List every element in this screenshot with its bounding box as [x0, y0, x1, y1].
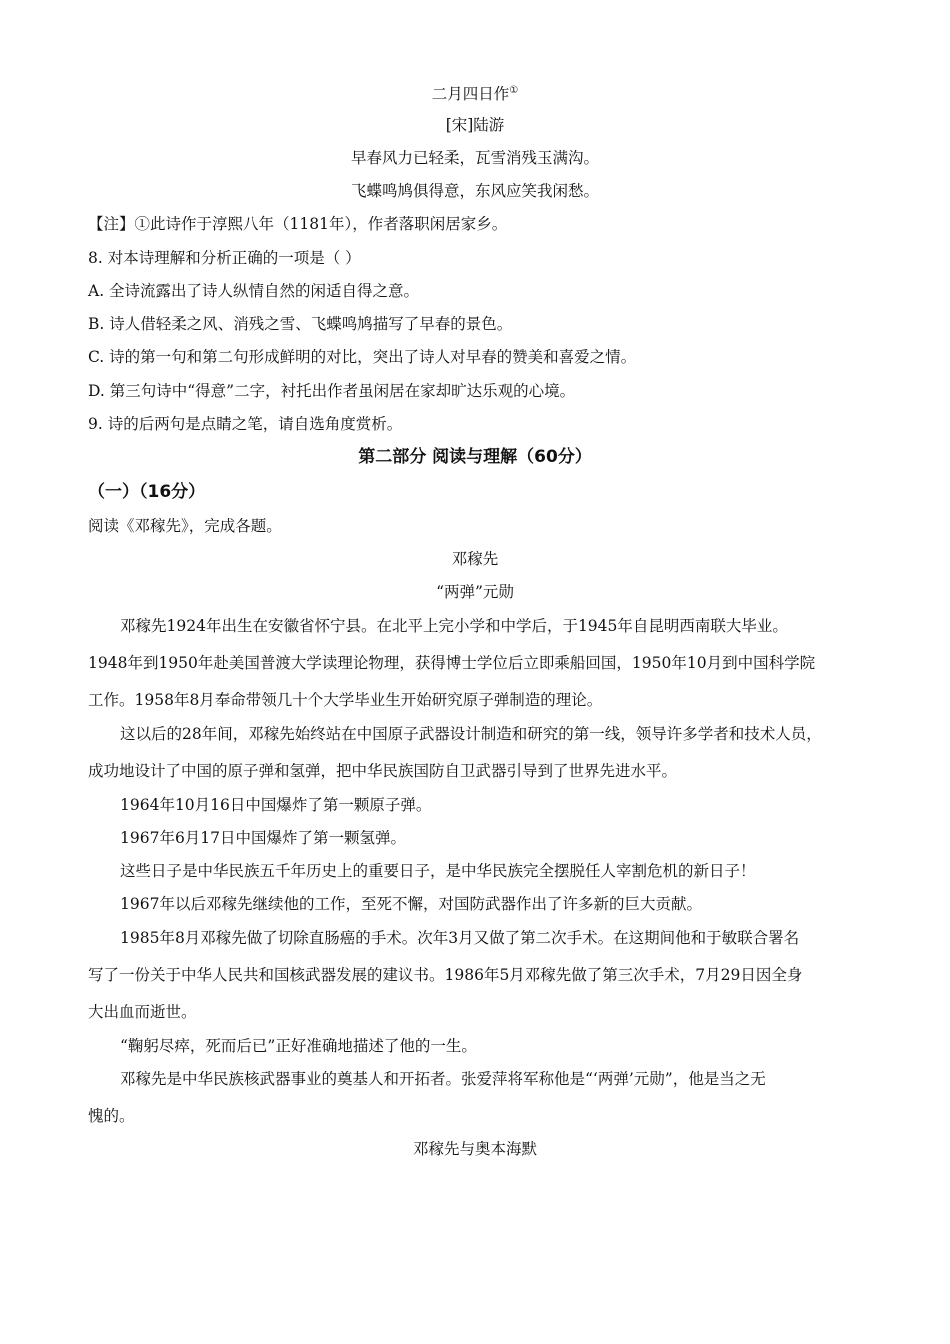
poem-note: 【注】①此诗作于淳熙八年（1181年），作者落职闲居家乡。	[88, 215, 508, 233]
poem-title: 二月四日作①	[431, 85, 519, 104]
article-section-title-2: 邓稼先与奥本海默	[412, 1140, 537, 1158]
section-1-heading: （一）（16分）	[88, 482, 206, 502]
paragraph-9-line-2: 愧的。	[88, 1107, 135, 1125]
paragraph-3: 1964年10月16日中国爆炸了第一颗原子弹。	[120, 796, 432, 814]
paragraph-1-line-2: 1948年到1950年赴美国普渡大学读理论物理，获得博士学位后立即乘船回国，1950年10月到中国科学院	[88, 654, 816, 672]
option-c: C. 诗的第一句和第二句形成鲜明的对比，突出了诗人对早春的赞美和喜爱之情。	[88, 348, 637, 366]
option-a: A. 全诗流露出了诗人纵情自然的闲适自得之意。	[88, 282, 420, 300]
option-d: D. 第三句诗中“得意”二字，衬托出作者虽闲居在家却旷达乐观的心境。	[88, 382, 576, 400]
question-9: 9. 诗的后两句是点睛之笔，请自选角度赏析。	[88, 415, 403, 433]
paragraph-7-line-3: 大出血而逝世。	[88, 1003, 197, 1021]
paragraph-1-line-1: 邓稼先1924年出生在安徽省怀宁县。在北平上完小学和中学后，于1945年自昆明西南联大毕业。	[120, 617, 788, 635]
paragraph-7-line-1: 1985年8月邓稼先做了切除直肠癌的手术。次年3月又做了第二次手术。在这期间他和于敏联合署名	[120, 929, 800, 947]
poem-line-1: 早春风力已轻柔，瓦雪消残玉满沟。	[350, 149, 599, 167]
paragraph-2-line-2: 成功地设计了中国的原子弹和氢弹，把中华民族国防自卫武器引导到了世界先进水平。	[88, 762, 678, 780]
paragraph-2-line-1: 这以后的28年间，邓稼先始终站在中国原子武器设计制造和研究的第一线，领导许多学者和技术人员，	[120, 725, 822, 743]
poem-line-2: 飞蝶鸣鸠俱得意，东风应笑我闲愁。	[350, 182, 599, 200]
question-8: 8. 对本诗理解和分析正确的一项是（ ）	[88, 249, 361, 267]
reading-instruction: 阅读《邓稼先》，完成各题。	[88, 517, 282, 535]
paragraph-1-line-3: 工作。1958年8月奉命带领几十个大学毕业生开始研究原子弹制造的理论。	[88, 691, 603, 709]
paragraph-6: 1967年以后邓稼先继续他的工作，至死不懈，对国防武器作出了许多新的巨大贡献。	[120, 895, 702, 913]
paragraph-9-line-1: 邓稼先是中华民族核武器事业的奠基人和开拓者。张爱萍将军称他是“‘两弹’元勋”，他是当之无	[120, 1070, 766, 1088]
paragraph-7-line-2: 写了一份关于中华人民共和国核武器发展的建议书。1986年5月邓稼先做了第三次手术，7月29日因全身	[88, 966, 803, 984]
paragraph-5: 这些日子是中华民族五千年历史上的重要日子，是中华民族完全摆脱任人宰割危机的新日子！	[120, 862, 756, 880]
option-b: B. 诗人借轻柔之风、消残之雪、飞蝶鸣鸠描写了早春的景色。	[88, 315, 513, 333]
article-title: 邓稼先	[451, 550, 499, 568]
paragraph-4: 1967年6月17日中国爆炸了第一颗氢弹。	[120, 829, 407, 847]
paragraph-8: “鞠躬尽瘁，死而后已”正好准确地描述了他的一生。	[120, 1037, 477, 1055]
poem-author: [宋]陆游	[445, 116, 505, 134]
article-section-title-1: “两弹”元勋	[436, 583, 514, 601]
part-2-heading: 第二部分 阅读与理解（60分）	[358, 447, 592, 467]
